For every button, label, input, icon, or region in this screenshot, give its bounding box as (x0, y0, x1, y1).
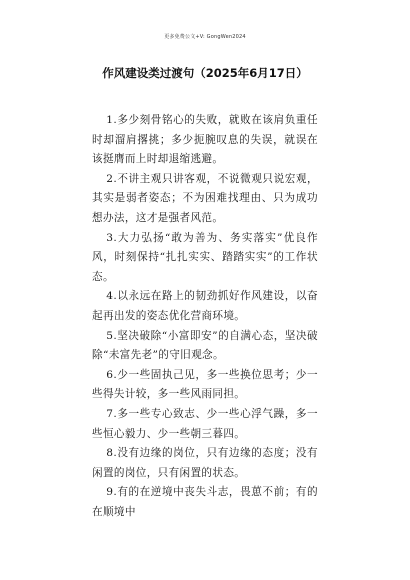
paragraph-4: 4.以永远在路上的韧劲抓好作风建设，以奋起再出发的姿态优化营商环境。 (92, 290, 318, 322)
paragraph-5: 5.坚决破除“小富即安”的自满心态，坚决破除“未富先老”的守旧观念。 (92, 329, 318, 362)
page-title: 作风建设类过渡句（2025年6月17日） (102, 66, 308, 80)
paragraph-1: 1.多少刻骨铭心的失败，就败在该肩负重任时却溜肩撂挑；多少扼腕叹息的失误，就误在该挺膺而上时却退缩逃避。 (92, 114, 318, 166)
paragraph-8: 8.没有边缘的岗位，只有边缘的态度；没有闲置的岗位，只有闲置的状态。 (92, 447, 318, 479)
document-body (92, 111, 318, 522)
paragraph-7: 7.多一些专心致志、少一些心浮气躁，多一些恒心毅力、少一些朝三暮四。 (92, 407, 318, 440)
header-note: 更多免费公文+V: GongWen2024 (164, 34, 246, 40)
paragraph-9: 9.有的在逆境中丧失斗志，畏葸不前；有的在顺境中 (92, 486, 318, 518)
paragraph-2: 2.不讲主观只讲客观，不说微观只说宏观，其实是弱者姿态；不为困难找理由、只为成功想办法，这才是强者风范。 (92, 172, 318, 224)
paragraph-3: 3.大力弘扬“敢为善为、务实落实”优良作风，时刻保持“扎扎实实、踏踏实实”的工作状态。 (92, 231, 318, 283)
paragraph-6: 6.少一些固执己见，多一些换位思考；少一些得失计较，多一些风雨同担。 (92, 368, 318, 401)
